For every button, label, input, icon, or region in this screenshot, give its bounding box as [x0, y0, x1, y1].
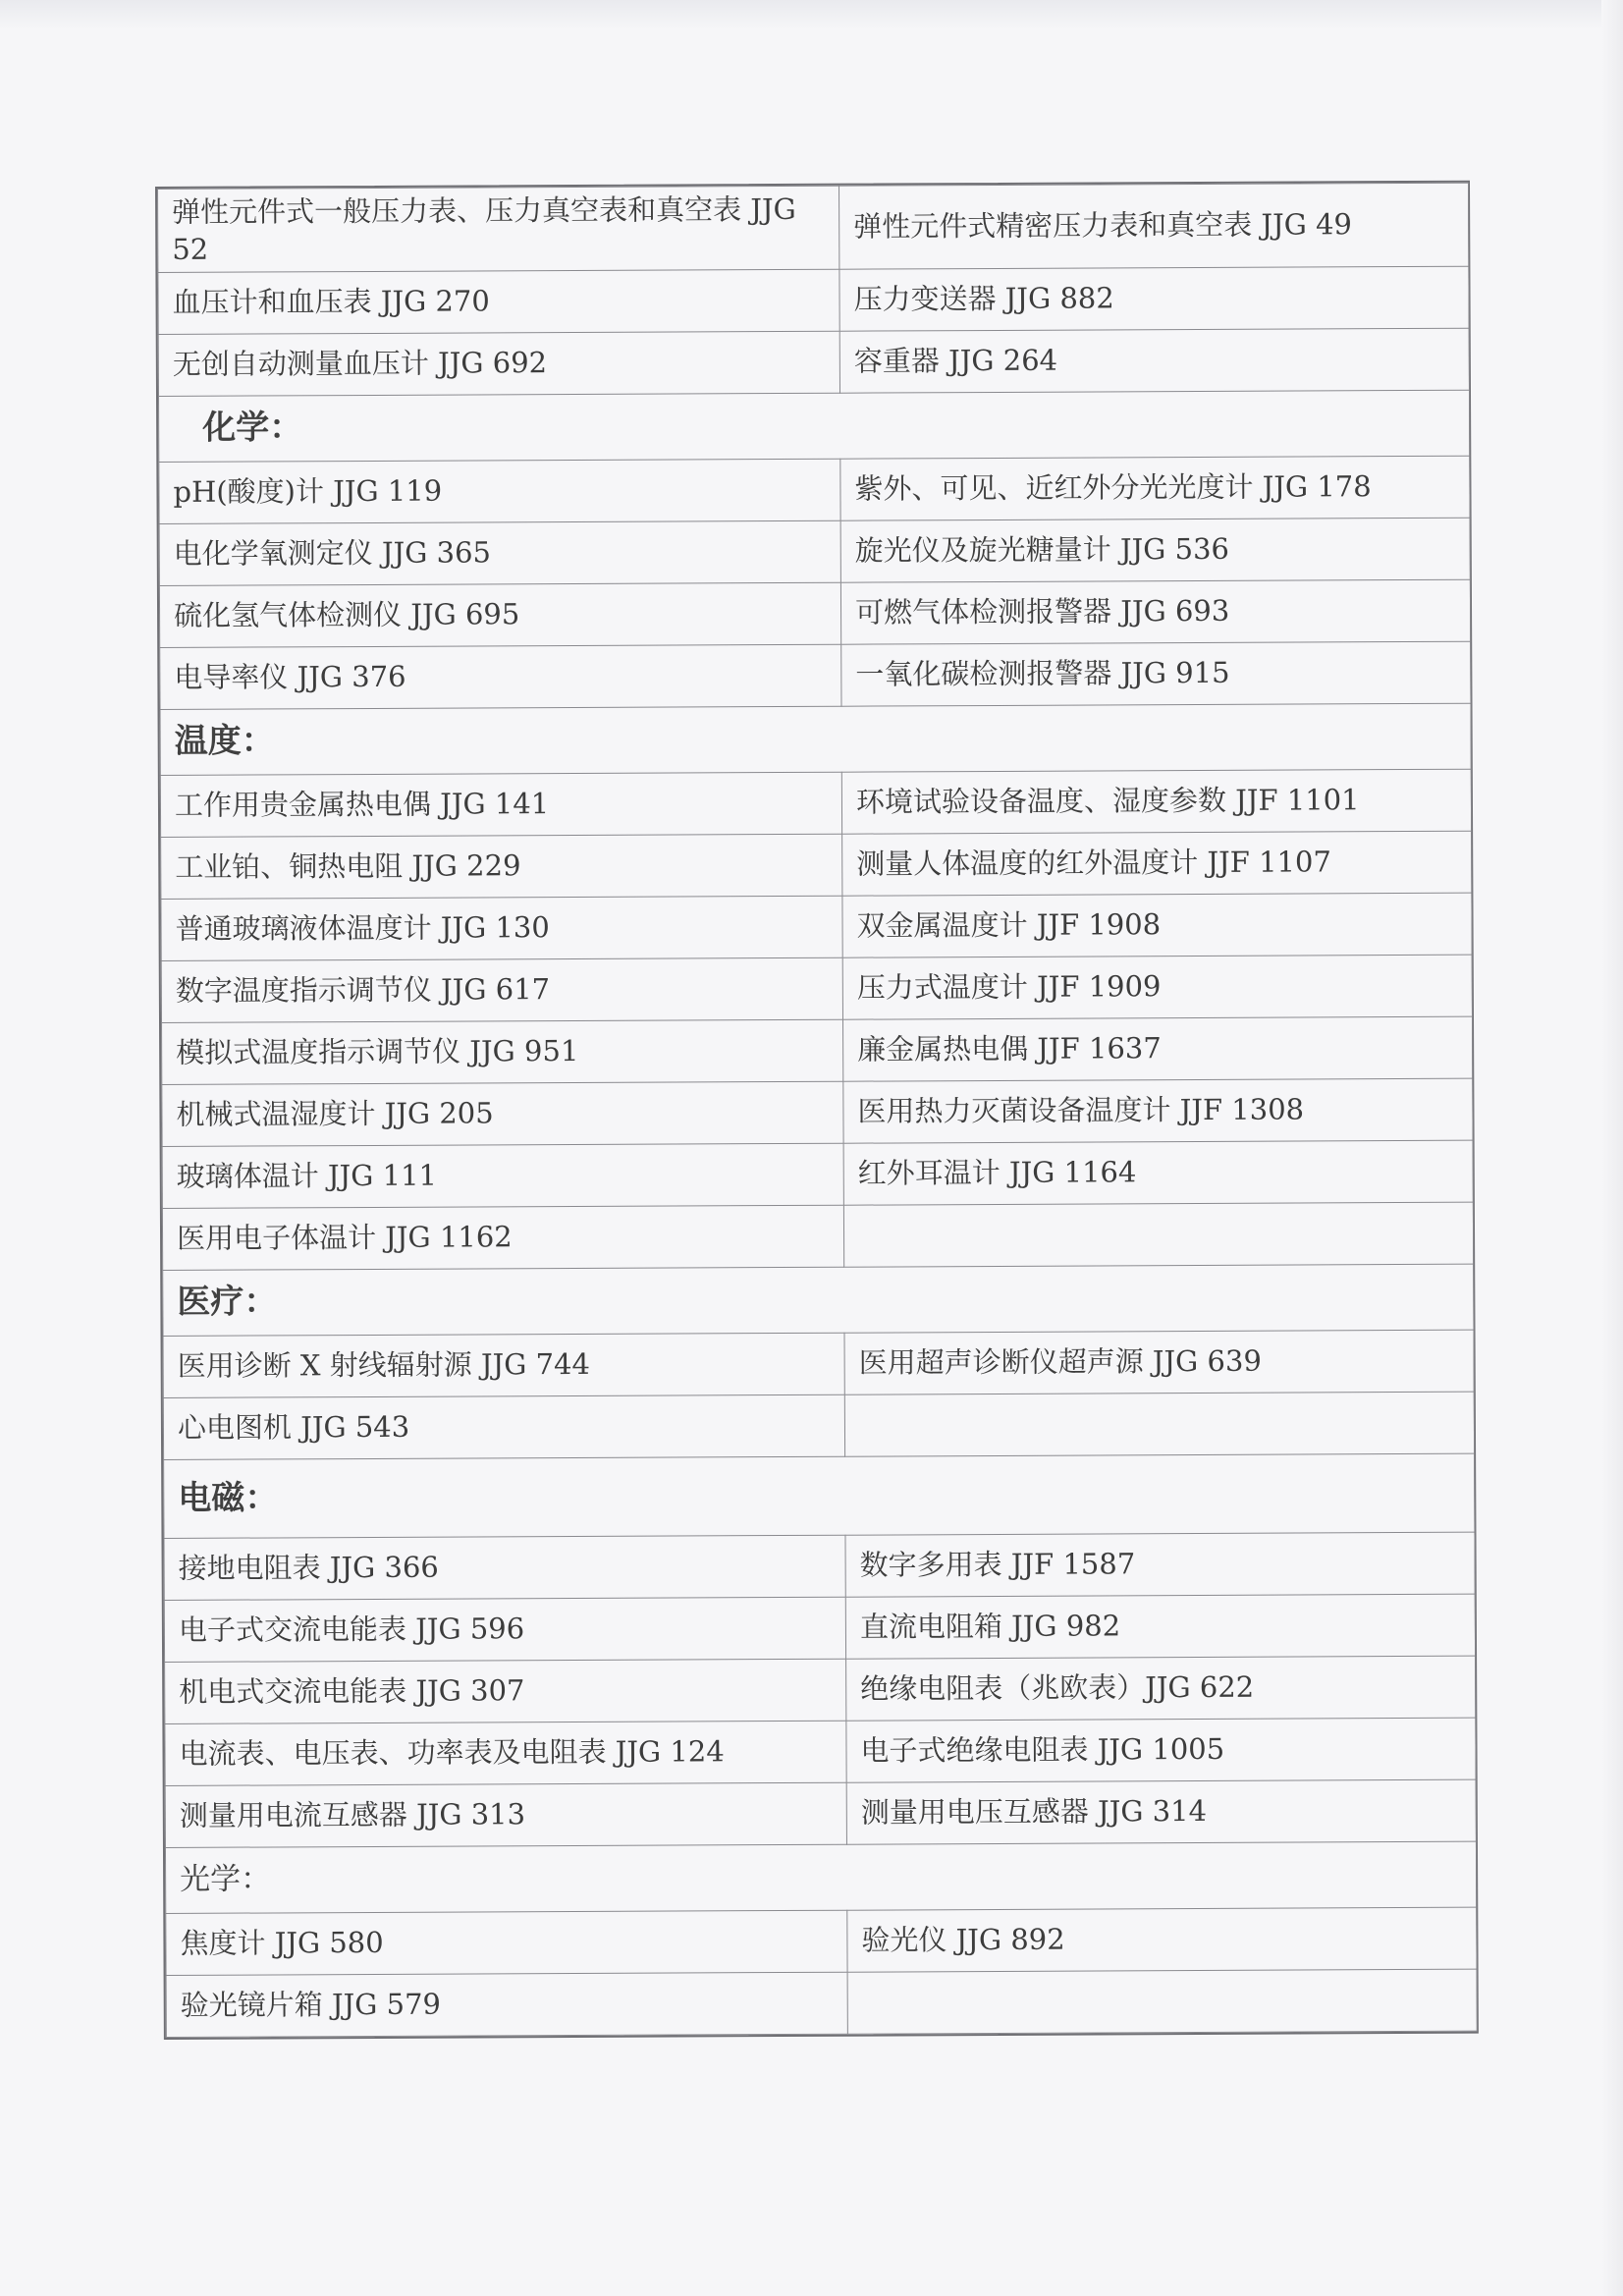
table-cell: 廉金属热电偶 JJF 1637 — [843, 1016, 1473, 1081]
table-cell: 医用电子体温计 JJG 1162 — [162, 1205, 843, 1270]
table-cell: 电子式绝缘电阻表 JJG 1005 — [846, 1718, 1476, 1782]
table-cell: 普通玻璃液体温度计 JJG 130 — [161, 896, 842, 960]
table-cell: 环境试验设备温度、湿度参数 JJF 1101 — [841, 769, 1471, 834]
table-cell: 模拟式温度指示调节仪 JJG 951 — [162, 1019, 843, 1084]
table-row — [166, 1969, 1477, 2037]
table-body — [158, 183, 1478, 2037]
table-row — [164, 1532, 1475, 1600]
empty-cell — [843, 1202, 1473, 1267]
table-row — [165, 1656, 1476, 1723]
table-cell: 焦度计 JJG 580 — [166, 1910, 847, 1975]
table-cell: 机电式交流电能表 JJG 307 — [165, 1659, 846, 1723]
table-cell: 数字多用表 JJF 1587 — [845, 1532, 1475, 1597]
table-cell: 电流表、电压表、功率表及电阻表 JJG 124 — [165, 1721, 846, 1785]
empty-cell — [844, 1392, 1474, 1456]
table-cell: 验光仪 JJG 892 — [847, 1907, 1477, 1972]
table-cell: 测量用电压互感器 JJG 314 — [846, 1779, 1476, 1844]
table-cell: 测量人体温度的红外温度计 JJF 1107 — [842, 831, 1472, 896]
table-cell: 医用诊断 X 射线辐射源 JJG 744 — [163, 1333, 844, 1397]
table-row — [164, 1594, 1475, 1662]
table-row — [163, 1330, 1474, 1397]
section-heading: 电磁： — [164, 1453, 1475, 1538]
table-cell: 容重器 JJG 264 — [839, 328, 1469, 393]
table-row — [161, 955, 1472, 1022]
table-cell: 绝缘电阻表（兆欧表）JJG 622 — [846, 1656, 1476, 1721]
table-cell: 红外耳温计 JJG 1164 — [843, 1140, 1473, 1205]
section-row-temperature — [160, 703, 1471, 775]
table-cell: 压力式温度计 JJF 1909 — [842, 955, 1472, 1019]
table-row — [159, 456, 1470, 523]
table-row — [160, 769, 1471, 837]
table-row — [162, 1140, 1473, 1208]
table-cell: 工业铂、铜热电阻 JJG 229 — [161, 834, 842, 899]
section-heading: 医疗： — [163, 1264, 1474, 1336]
table-cell: pH(酸度)计 JJG 119 — [159, 459, 840, 523]
section-row-optics — [165, 1841, 1476, 1913]
table-cell: 验光镜片箱 JJG 579 — [166, 1972, 847, 2037]
table-cell: 直流电阻箱 JJG 982 — [845, 1594, 1475, 1659]
table-row — [165, 1779, 1476, 1847]
table-row — [165, 1718, 1476, 1785]
table-cell: 电导率仪 JJG 376 — [160, 644, 841, 709]
table-cell: 玻璃体温计 JJG 111 — [162, 1143, 843, 1208]
empty-cell — [847, 1969, 1477, 2034]
table-cell: 机械式温湿度计 JJG 205 — [162, 1081, 843, 1146]
table-cell: 接地电阻表 JJG 366 — [164, 1535, 845, 1600]
table-row — [158, 266, 1469, 334]
table-cell: 无创自动测量血压计 JJG 692 — [158, 331, 839, 396]
scan-shadow-right — [1601, 0, 1623, 2296]
instrument-list-table — [155, 181, 1479, 2040]
table-row — [161, 893, 1472, 960]
table-cell: 弹性元件式精密压力表和真空表 JJG 49 — [839, 183, 1469, 269]
table-cell: 血压计和血压表 JJG 270 — [158, 269, 839, 334]
table-cell: 心电图机 JJG 543 — [163, 1394, 844, 1459]
table-row — [162, 1016, 1473, 1084]
section-heading: 化学： — [159, 390, 1470, 462]
table-row — [162, 1078, 1473, 1146]
scan-shadow-top — [0, 0, 1623, 29]
table-row — [158, 183, 1469, 272]
table-row — [166, 1907, 1477, 1975]
table-cell: 电子式交流电能表 JJG 596 — [164, 1597, 845, 1662]
table-cell: 医用热力灭菌设备温度计 JJF 1308 — [843, 1078, 1473, 1143]
table-cell: 电化学氧测定仪 JJG 365 — [159, 520, 840, 585]
table-cell: 双金属温度计 JJF 1908 — [842, 893, 1472, 957]
table-row — [158, 328, 1469, 396]
table-cell: 医用超声诊断仪超声源 JJG 639 — [844, 1330, 1474, 1394]
table-cell: 测量用电流互感器 JJG 313 — [165, 1782, 846, 1847]
table-row — [159, 579, 1470, 647]
table-cell: 弹性元件式一般压力表、压力真空表和真空表 JJG 52 — [158, 186, 839, 272]
section-row-chemistry — [159, 390, 1470, 462]
section-row-medical — [163, 1264, 1474, 1336]
table-cell: 压力变送器 JJG 882 — [839, 266, 1469, 331]
table-row — [159, 518, 1470, 585]
table-cell: 硫化氢气体检测仪 JJG 695 — [159, 582, 840, 647]
table-cell: 一氧化碳检测报警器 JJG 915 — [841, 641, 1471, 706]
table-cell: 旋光仪及旋光糖量计 JJG 536 — [840, 518, 1470, 582]
table-row — [161, 831, 1472, 899]
table-cell: 紫外、可见、近红外分光光度计 JJG 178 — [840, 456, 1470, 520]
table-cell: 可燃气体检测报警器 JJG 693 — [840, 579, 1470, 644]
section-heading: 光学： — [165, 1841, 1476, 1913]
section-row-electromagnetic — [164, 1453, 1475, 1538]
table-cell: 工作用贵金属热电偶 JJG 141 — [160, 772, 841, 837]
table-row — [163, 1392, 1474, 1459]
section-heading: 温度： — [160, 703, 1471, 775]
table-row — [160, 641, 1471, 709]
table-cell: 数字温度指示调节仪 JJG 617 — [161, 957, 842, 1022]
table-row — [162, 1202, 1473, 1270]
instrument-table — [157, 183, 1478, 2038]
